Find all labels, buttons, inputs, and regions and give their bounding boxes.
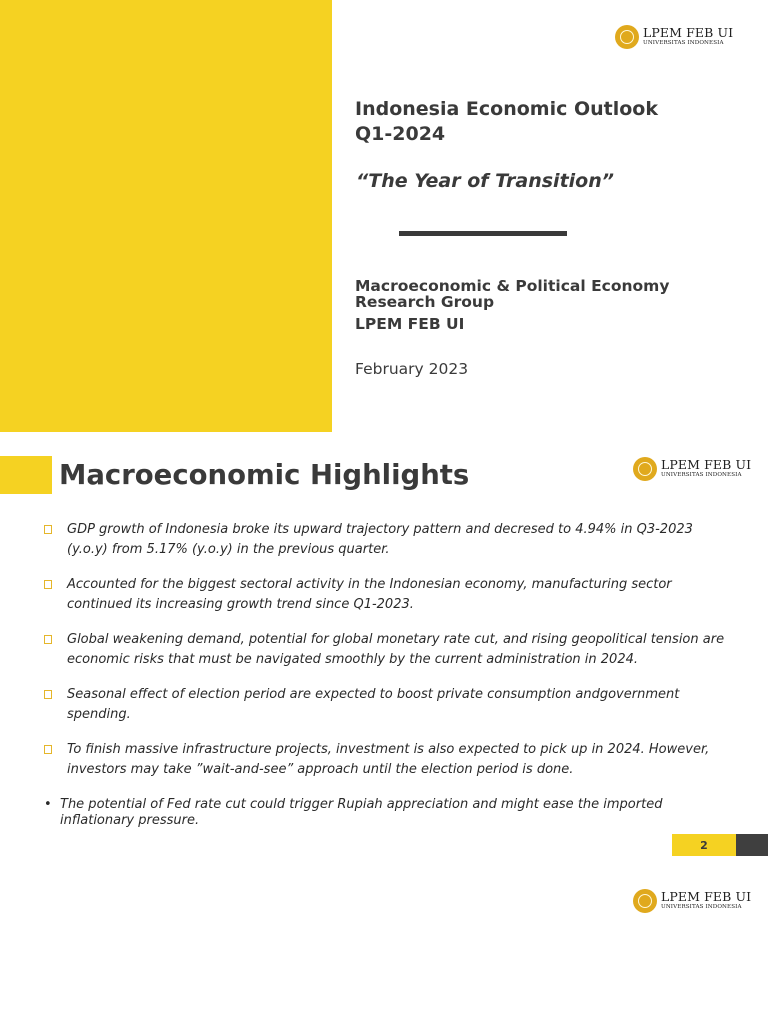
bullet-box-icon (44, 635, 52, 644)
cover-title-line2: Q1-2024 (355, 123, 446, 145)
page-number: 2 (700, 838, 708, 852)
cover-accent-panel (0, 0, 332, 432)
bullet-box-icon (44, 525, 52, 534)
cover-group-line1: Macroeconomic & Political Economy (355, 277, 670, 295)
extra-bullet-item (44, 797, 714, 829)
page-number-box (672, 834, 736, 856)
list-item (44, 740, 734, 780)
bullet-text: Accounted for the biggest sectoral activity in the Indonesian economy, manufacturing sector continued its increasing growth trend since Q1-2023. (67, 577, 672, 612)
heading-accent-block (0, 456, 52, 494)
bullet-text: GDP growth of Indonesia broke its upward trajectory pattern and decresed to 4.94% in Q3-2023 (y.o.y) from 5.17% (y.o.y) in the previous quarter. (67, 522, 693, 557)
extra-bullet-text: The potential of Fed rate cut could trigger Rupiah appreciation and might ease the imported inflationary pressure. (60, 797, 663, 828)
bullet-dot: • (44, 797, 52, 812)
list-item (44, 630, 734, 670)
bullet-text: Global weakening demand, potential for global monetary rate cut, and rising geopolitical tension are economic risks that must be navigated smoothly by the current administration in 2024. (67, 632, 725, 667)
slide-heading: Macroeconomic Highlights (59, 459, 470, 491)
university-seal-icon (633, 889, 657, 913)
slide2-logo (633, 457, 751, 481)
list-item (44, 685, 734, 725)
bullet-box-icon (44, 580, 52, 589)
bullet-box-icon (44, 690, 52, 699)
cover-logo (615, 25, 733, 49)
cover-title-line1: Indonesia Economic Outlook (355, 98, 658, 120)
cover-org: LPEM FEB UI (355, 315, 465, 333)
slide3-logo (633, 889, 751, 913)
list-item (44, 575, 734, 615)
cover-divider (399, 231, 567, 236)
cover-group (355, 278, 669, 310)
university-seal-icon (633, 457, 657, 481)
list-item (44, 520, 734, 560)
cover-date: February 2023 (355, 360, 469, 378)
university-seal-icon (615, 25, 639, 49)
bullet-text: To finish massive infrastructure projects, investment is also expected to pick up in 2024. However, investors may take ”wait-and-see” approach until the election period is done. (67, 742, 710, 777)
logo-subtitle: UNIVERSITAS INDONESIA (661, 472, 742, 479)
highlights-list (44, 520, 734, 795)
bullet-box-icon (44, 745, 52, 754)
cover-title (355, 97, 658, 147)
page-number-dark-block (736, 834, 768, 856)
logo-name: LPEM FEB UI (661, 888, 752, 904)
logo-name: LPEM FEB UI (643, 24, 734, 40)
cover-group-line2: Research Group (355, 293, 495, 311)
logo-subtitle: UNIVERSITAS INDONESIA (661, 904, 742, 911)
logo-name: LPEM FEB UI (661, 456, 752, 472)
logo-subtitle: UNIVERSITAS INDONESIA (643, 40, 724, 47)
cover-subtitle: “The Year of Transition” (356, 170, 614, 192)
bullet-text: Seasonal effect of election period are expected to boost private consumption andgovernment spending. (67, 687, 680, 722)
